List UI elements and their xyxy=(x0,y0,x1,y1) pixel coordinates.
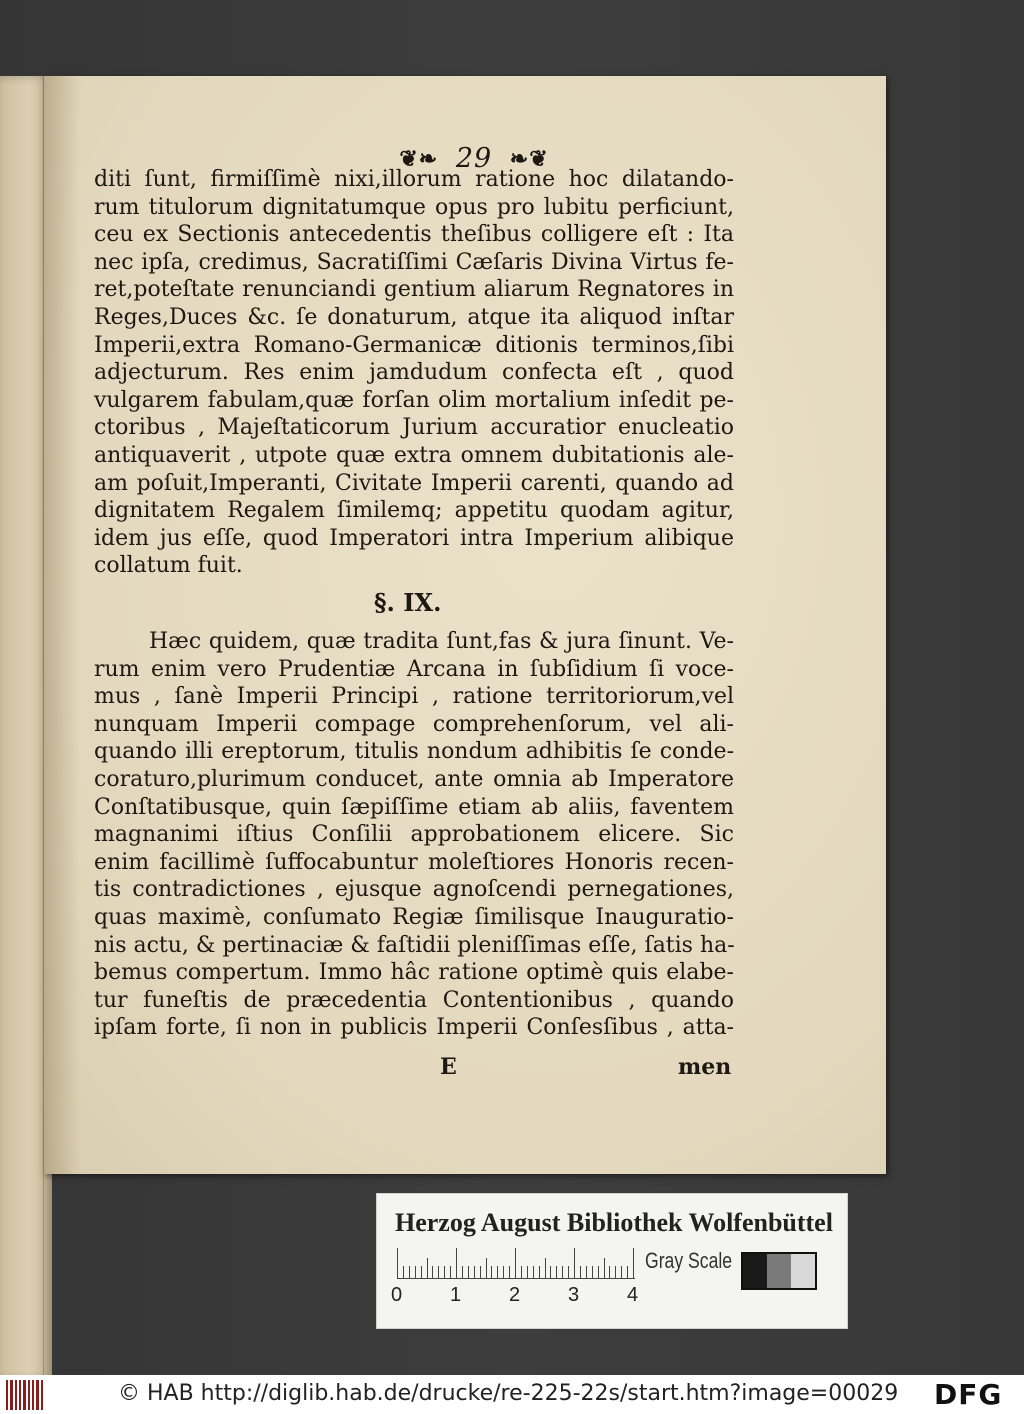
ruler-tick xyxy=(556,1266,557,1278)
gray-swatch xyxy=(767,1254,791,1288)
gray-scale-label: Gray Scale xyxy=(645,1248,733,1273)
text-line: antiquaverit , utpote quæ extra omnem dubitationis ale- xyxy=(94,442,734,468)
ruler-tick xyxy=(509,1266,510,1278)
ruler-tick xyxy=(432,1266,433,1278)
text-line: Reges,Duces &c. ſe donaturum, atque ita aliquod inſtar xyxy=(94,304,734,330)
gray-swatch xyxy=(791,1254,815,1288)
ruler-tick xyxy=(586,1266,587,1278)
ruler-tick xyxy=(609,1266,610,1278)
text-line: Imperii,extra Romano-Germanicæ ditionis terminos,ſibi xyxy=(94,332,734,358)
text-line: rum enim vero Prudentiæ Arcana in ſubſidium ſi voce- xyxy=(94,656,734,682)
text-line: rum titulorum dignitatumque opus pro lubitu perficiunt, xyxy=(94,194,734,220)
text-line: enim facillimè ſuffocabuntur moleſtiores Honoris recen- xyxy=(94,849,734,875)
ruler-tick xyxy=(403,1266,404,1278)
ruler-tick xyxy=(491,1266,492,1278)
ruler-tick xyxy=(468,1266,469,1278)
text-line: nunquam Imperii compage comprehenſorum, vel ali- xyxy=(94,711,734,737)
gray-swatch xyxy=(743,1254,767,1288)
ruler-tick xyxy=(574,1248,575,1278)
text-line: coraturo,plurimum conducet, ante omnia ab Imperatore xyxy=(94,766,734,792)
footer-bar xyxy=(0,1375,1024,1414)
ruler-tick xyxy=(503,1266,504,1278)
ruler-number: 0 xyxy=(391,1284,403,1306)
text-line: ceu ex Sectionis antecedentis theſibus colligere eſt : Ita xyxy=(94,222,734,248)
text-line: quas maximè, conſumato Regiæ ſimilisque Inauguratio- xyxy=(94,904,734,930)
ruler-tick xyxy=(409,1266,410,1278)
ruler-tick xyxy=(562,1266,563,1278)
library-name: Herzog August Bibliothek Wolfenbüttel xyxy=(395,1208,833,1237)
ruler-number: 4 xyxy=(627,1284,639,1306)
ruler-tick xyxy=(450,1266,451,1278)
ruler-tick xyxy=(621,1266,622,1278)
barcode-bar xyxy=(36,1380,39,1410)
ruler-tick xyxy=(550,1266,551,1278)
text-line: ctoribus , Majeſtaticorum Jurium accuratior enucleatio xyxy=(94,415,734,441)
text-line: diti ſunt, firmiſſimè nixi,illorum ratione hoc dilatando- xyxy=(94,167,734,192)
ruler-tick xyxy=(421,1266,422,1278)
gray-scale-swatches xyxy=(741,1252,817,1290)
ruler-tick xyxy=(527,1266,528,1278)
text-line: adjecturum. Res enim jamdudum confecta eſt , quod xyxy=(94,360,734,386)
barcode-bar xyxy=(10,1380,13,1410)
text-line: tur funeſtis de præcedentia Contentionibus , quando xyxy=(94,987,734,1013)
barcode-bar xyxy=(23,1380,26,1410)
ornament-right-icon: ❧❦ xyxy=(509,145,549,172)
text-line: nis actu, & pertinaciæ & faſtidii pleniſſimas eſſe, ſatis ha- xyxy=(94,932,735,958)
ruler-tick xyxy=(486,1258,487,1278)
text-line: ipſam forte, ſi non in publicis Imperii Conſesſibus , atta- xyxy=(94,1015,734,1041)
text-line: vulgarem fabulam,quæ forſan olim mortalium inſedit pe- xyxy=(94,387,734,413)
ruler-tick xyxy=(545,1258,546,1278)
ruler-tick xyxy=(627,1266,628,1278)
signature-mark: E xyxy=(440,1054,457,1080)
text-line: idem jus eſſe, quod Imperatori intra Imperium alibique xyxy=(94,525,734,551)
barcode-bar xyxy=(28,1380,30,1410)
barcode-bar xyxy=(15,1380,17,1410)
ruler-tick xyxy=(539,1266,540,1278)
ruler-tick xyxy=(415,1266,416,1278)
text-line: quando illi ereptorum, titulis nondum adhibitis ſe conde- xyxy=(94,739,734,765)
barcode-bar xyxy=(32,1380,34,1410)
hab-logo-icon xyxy=(6,1380,48,1410)
ruler-tick xyxy=(598,1266,599,1278)
ruler-tick xyxy=(633,1248,634,1278)
text-line: nec ipſa, credimus, Sacratiſſimi Cæſaris Divina Virtus fe- xyxy=(94,249,734,275)
ruler-tick xyxy=(515,1248,516,1278)
paragraph-2 xyxy=(94,628,734,1042)
ruler-tick xyxy=(521,1266,522,1278)
barcode-bar xyxy=(19,1380,21,1410)
catchword: men xyxy=(678,1054,732,1080)
ruler-tick xyxy=(427,1258,428,1278)
copyright-url: © HAB http://diglib.hab.de/drucke/re-225-22s/start.htm?image=00029 xyxy=(118,1381,899,1406)
ruler-numbers xyxy=(391,1284,651,1308)
text-line: tis contradictiones , ejusque agnoſcendi pernegationes, xyxy=(94,877,734,903)
text-line: am poſuit,Imperanti, Civitate Imperii carenti, quando ad xyxy=(94,470,734,496)
ruler-tick xyxy=(444,1266,445,1278)
paragraph-1 xyxy=(94,166,734,580)
dfg-logo: DFG xyxy=(934,1378,1003,1411)
library-color-card xyxy=(376,1193,848,1329)
text-line: ret,poteſtate renunciandi gentium aliarum Regnatores in xyxy=(94,277,734,303)
ruler-tick xyxy=(533,1266,534,1278)
ruler-tick xyxy=(580,1266,581,1278)
book-page xyxy=(44,76,886,1174)
ruler-tick xyxy=(474,1266,475,1278)
ruler-tick xyxy=(497,1266,498,1278)
section-heading: §. IX. xyxy=(374,588,442,617)
ruler-tick xyxy=(438,1266,439,1278)
ruler-tick xyxy=(568,1266,569,1278)
text-line: bemus compertum. Immo hâc ratione optimè quis elabe- xyxy=(94,960,734,986)
text-line: dignitatem Regalem ſimilemq; appetitu quodam agitur, xyxy=(94,498,734,524)
ruler-tick xyxy=(456,1248,457,1278)
ruler-tick xyxy=(615,1266,616,1278)
ruler-number: 3 xyxy=(568,1284,580,1306)
ruler-tick xyxy=(397,1248,398,1278)
page-gutter-shadow xyxy=(44,76,80,1174)
ornament-left-icon: ❦❧ xyxy=(399,145,439,172)
text-line: collatum fuit. xyxy=(94,553,243,579)
ruler-tick xyxy=(480,1266,481,1278)
ruler-tick xyxy=(592,1266,593,1278)
text-line: magnanimi iſtius Conſilii approbationem elicere. Sic xyxy=(94,822,734,848)
ruler-tick xyxy=(462,1266,463,1278)
barcode-bar xyxy=(41,1380,43,1410)
page-number: 29 xyxy=(455,143,493,174)
text-line: Hæc quidem, quæ tradita ſunt,fas & jura ſinunt. Ve- xyxy=(149,629,734,654)
ruler-tick xyxy=(604,1258,605,1278)
ruler-number: 2 xyxy=(509,1284,521,1306)
text-line: mus , ſanè Imperii Principi , ratione territoriorum,vel xyxy=(94,684,734,710)
measurement-ruler xyxy=(397,1248,635,1279)
text-line: Conſtatibusque, quin ſæpiſſime etiam ab aliis, faventem xyxy=(94,794,734,820)
barcode-bar xyxy=(6,1380,8,1410)
ruler-number: 1 xyxy=(450,1284,462,1306)
